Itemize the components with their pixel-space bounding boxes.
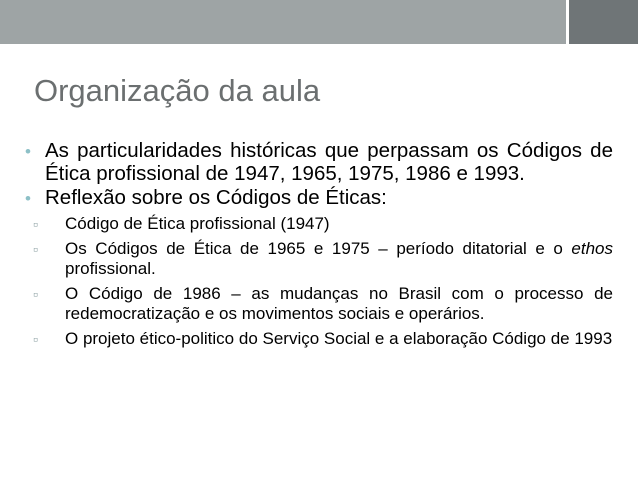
bullet-item [23, 139, 613, 185]
sub-bullet-text: Código de Ética profissional (1947) [65, 214, 330, 233]
square-bullet-icon: ▫ [33, 331, 38, 347]
slide-content [23, 139, 613, 354]
sub-bullet-text-pre: Os Códigos de Ética de 1965 e 1975 – período ditatorial e o [65, 239, 572, 258]
bullet-dot-icon: • [25, 142, 31, 161]
sub-bullet-text-emphasis: ethos [571, 239, 613, 258]
sub-bullet-item [23, 329, 613, 349]
header-bar-main [0, 0, 566, 44]
sub-bullet-text-post: profissional. [65, 259, 156, 278]
header-bar-accent [569, 0, 638, 44]
slide-title: Organização da aula [34, 73, 321, 108]
sub-bullet-text: O projeto ético-politico do Serviço Social e a elaboração Código de 1993 [65, 329, 613, 348]
sub-bullet-list [33, 214, 613, 349]
sub-bullet-item [23, 239, 613, 279]
bullet-text: Reflexão sobre os Códigos de Éticas: [45, 186, 387, 209]
sub-bullet-text: O Código de 1986 – as mudanças no Brasil com o processo de redemocratização e os movimentos sociais e operários. [65, 284, 613, 323]
bullet-list [23, 139, 613, 349]
bullet-dot-icon: • [25, 189, 31, 208]
bullet-item [23, 186, 613, 349]
square-bullet-icon: ▫ [33, 241, 38, 257]
square-bullet-icon: ▫ [33, 216, 38, 232]
square-bullet-icon: ▫ [33, 286, 38, 302]
sub-bullet-item [23, 214, 613, 234]
header-bar [0, 0, 638, 44]
sub-bullet-item [23, 284, 613, 324]
bullet-text: As particularidades históricas que perpassam os Códigos de Ética profissional de 1947, 1965, 1975, 1986 e 1993. [45, 139, 613, 185]
